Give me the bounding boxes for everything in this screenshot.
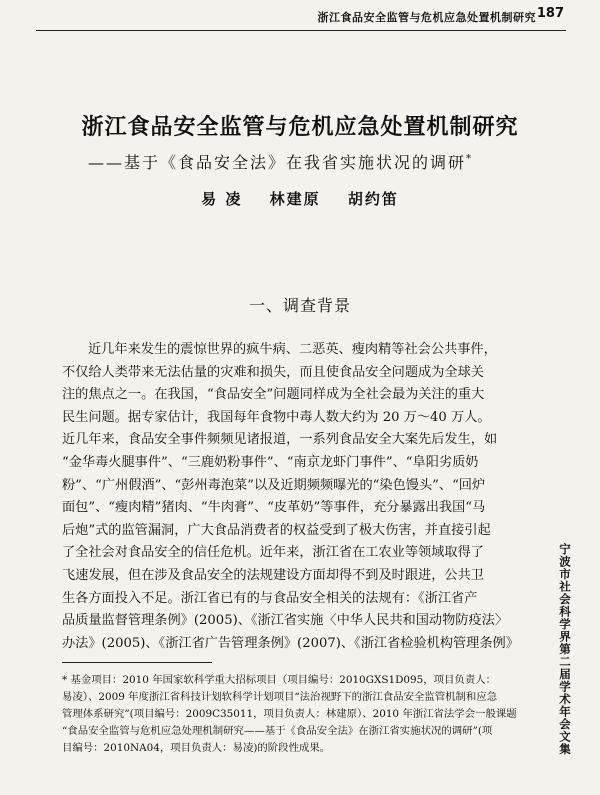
subtitle-text: ——基于《食品安全法》在我省实施状况的调研 bbox=[88, 153, 467, 172]
section-heading: 一、调查背景 bbox=[248, 296, 351, 315]
footnote-line: 管理体系研究”(项目编号：2009C35011，项目负责人：林建原）、2010 年浙江省法学会一般课题 bbox=[62, 708, 517, 720]
author-name: 胡约笛 bbox=[347, 190, 399, 208]
author-name: 林建原 bbox=[269, 190, 321, 208]
footnote bbox=[62, 672, 550, 757]
article-title: 浙江食品安全监管与危机应急处置机制研究 bbox=[81, 115, 519, 140]
footnote-line: * 基金项目：2010 年国家软科学重大招标项目（项目编号：2010GXS1D095，项目负责人： bbox=[62, 674, 496, 686]
body-paragraph bbox=[62, 339, 550, 655]
article-subtitle bbox=[88, 150, 473, 173]
header-rule bbox=[36, 30, 566, 31]
body-line: 品质量监督管理条例》(2005)、《浙江省实施〈中华人民共和国动物防疫法〉 bbox=[62, 613, 509, 629]
footnote-marker: * bbox=[466, 153, 474, 165]
footnote-rule bbox=[62, 662, 212, 663]
body-line: 办法》(2005)、《浙江省广告管理条例》(2007)、《浙江省检验机构管理条例》 bbox=[62, 635, 519, 651]
side-collection-label: 宁波市社会科学界第二届学术年会文集 bbox=[558, 543, 572, 756]
page-number: 187 bbox=[536, 6, 564, 21]
footnote-line: 易凌）、2009 年度浙江省科技计划软科学计划项目“法治视野下的浙江食品安全监管机制和应急 bbox=[62, 691, 498, 703]
author-list bbox=[0, 188, 600, 209]
body-line: 近几年来发生的震惊世界的疯牛病、二恶英、瘦肉精等社会公共事件， bbox=[88, 342, 497, 357]
body-line: 面包”、“瘦肉精”猪肉、“牛肉膏”、“皮革奶”等事件，充分暴露出我国“马 bbox=[62, 500, 486, 516]
footnote-line: “食品安全监管与危机应急处理机制研究——基于《食品安全法》在浙江省实施状况的调研”(项 bbox=[62, 725, 493, 737]
footnote-line: 目编号：2010NA04，项目负责人：易凌)的阶段性成果。 bbox=[62, 742, 331, 754]
body-line: “金华毒火腿事件”、“三鹿奶粉事件”、“南京龙虾门事件”、“阜阳劣质奶 bbox=[62, 454, 479, 470]
body-line: 注的焦点之一。在我国，“食品安全”问题同样成为全社会最为关注的重大 bbox=[62, 387, 485, 403]
body-line: 民生问题。据专家估计，我国每年食物中毒人数大约为 20 万～40 万人。 bbox=[62, 409, 491, 425]
running-head: 浙江食品安全监管与危机应急处置机制研究 bbox=[317, 11, 536, 24]
body-line: 飞速发展，但在涉及食品安全的法规建设方面却得不到及时跟进，公共卫 bbox=[62, 567, 484, 583]
body-line: 生各方面投入不足。浙江省已有的与食品安全相关的法规有：《浙江省产 bbox=[62, 590, 478, 606]
body-line: 不仅给人类带来无法估量的灾难和损失，而且使食品安全问题成为全球关 bbox=[62, 364, 484, 380]
body-line: 后炮”式的监管漏洞，广大食品消费者的权益受到了极大伤害，并直接引起 bbox=[62, 522, 491, 538]
body-line: 粉”、“广州假酒”、“彭州毒泡菜”以及近期频频曝光的“染色馒头”、“回炉 bbox=[62, 477, 486, 493]
body-line: 近几年来，食品安全事件频频见诸报道，一系列食品安全大案先后发生，如 bbox=[62, 432, 498, 448]
body-line: 了全社会对食品安全的信任危机。近年来，浙江省在工农业等领域取得了 bbox=[62, 545, 484, 561]
author-name: 易 凌 bbox=[201, 190, 243, 208]
